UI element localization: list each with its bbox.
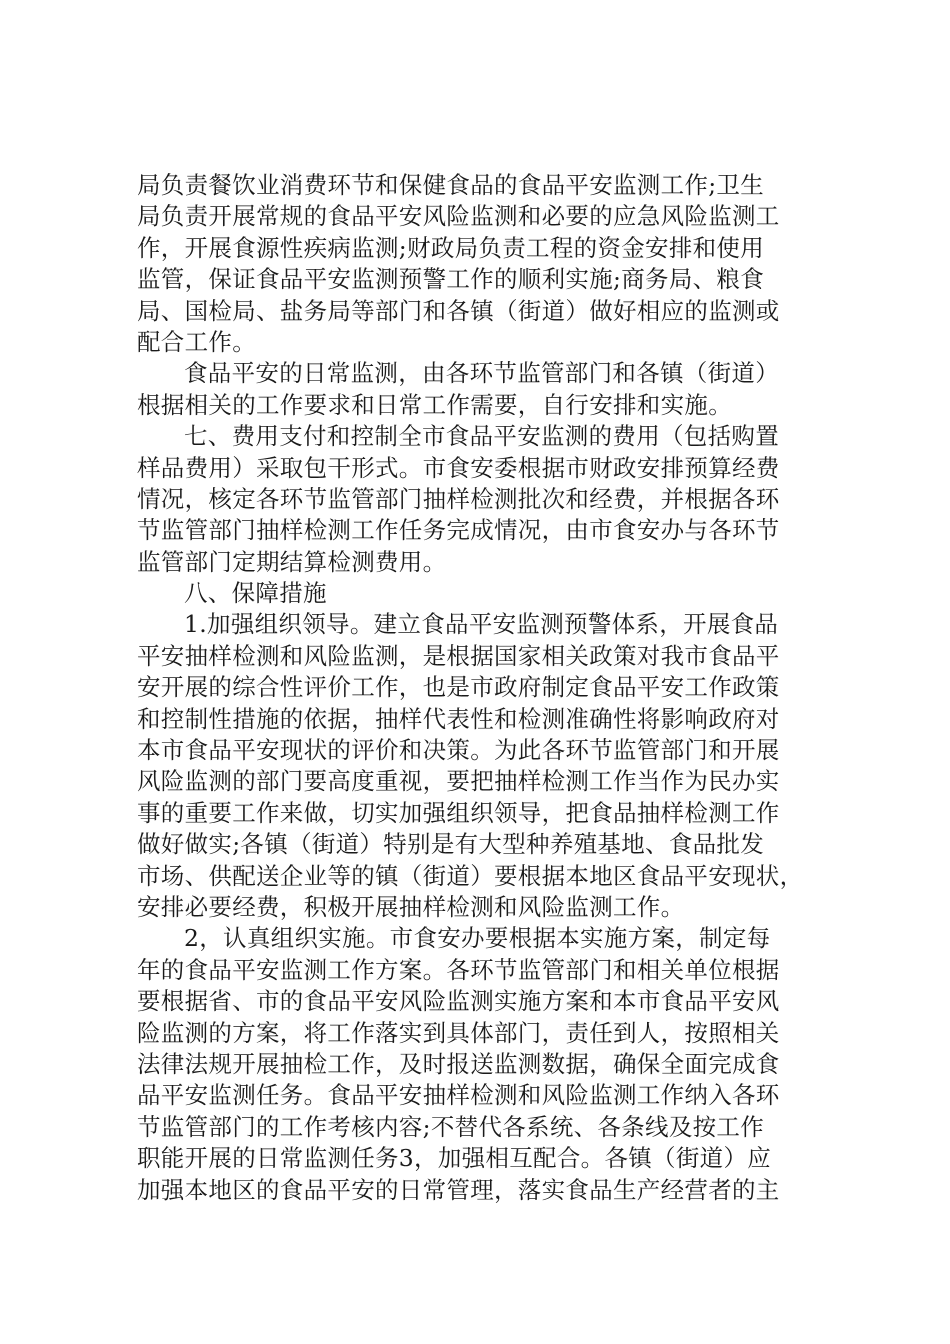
text-line: 职能开展的日常监测任务3，加强相互配合。各镇（街道）应: [137, 1144, 772, 1173]
text-line: 监管，保证食品平安监测预警工作的顺利实施;商务局、粮食: [137, 265, 765, 294]
text-line: 节监管部门的工作考核内容;不替代各系统、各条线及按工作: [137, 1112, 765, 1141]
text-line: 要根据省、市的食品平安风险监测实施方案和本市食品平安风: [137, 987, 780, 1016]
text-line: 品平安监测任务。食品平安抽样检测和风险监测工作纳入各环: [137, 1081, 780, 1110]
text-line: 根据相关的工作要求和日常工作需要，自行安排和实施。: [137, 390, 732, 419]
text-line: 节监管部门抽样检测工作任务完成情况，由市食安办与各环节: [137, 516, 780, 545]
text-line: 监管部门定期结算检测费用。: [137, 547, 447, 576]
text-line: 做好做实;各镇（街道）特别是有大型种养殖基地、食品批发: [137, 830, 765, 859]
document-body: [137, 170, 837, 1206]
text-line: 法律法规开展抽检工作，及时报送监测数据，确保全面完成食: [137, 1049, 780, 1078]
text-line: 平安抽样检测和风险监测，是根据国家相关政策对我市食品平: [137, 641, 780, 670]
text-line: 作，开展食源性疾病监测;财政局负责工程的资金安排和使用: [137, 233, 765, 262]
text-line: 局负责餐饮业消费环节和保健食品的食品平安监测工作;卫生: [137, 171, 765, 199]
text-line: 局、国检局、盐务局等部门和各镇（街道）做好相应的监测或: [137, 296, 780, 325]
text-line: 事的重要工作来做，切实加强组织领导，把食品抽样检测工作: [137, 798, 780, 827]
text-line: 1.加强组织领导。建立食品平安监测预警体系，开展食品: [184, 610, 779, 639]
text-line: 安开展的综合性评价工作，也是市政府制定食品平安工作政策: [137, 673, 780, 702]
text-line: 七、费用支付和控制全市食品平安监测的费用（包括购置: [184, 422, 779, 451]
text-line: 安排必要经费，积极开展抽样检测和风险监测工作。: [137, 892, 685, 921]
text-line: 局负责开展常规的食品平安风险监测和必要的应急风险监测工: [137, 202, 780, 231]
text-line: 八、保障措施: [184, 579, 327, 608]
text-line: 本市食品平安现状的评价和决策。为此各环节监管部门和开展: [137, 736, 780, 765]
text-line: 加强本地区的食品平安的日常管理，落实食品生产经营者的主: [137, 1175, 780, 1204]
text-line: 风险监测的部门要高度重视，要把抽样检测工作当作为民办实: [137, 767, 780, 796]
text-line: 食品平安的日常监测，由各环节监管部门和各镇（街道）: [184, 359, 779, 388]
text-line: 配合工作。: [137, 327, 256, 356]
text-line: 2，认真组织实施。市食安办要根据本实施方案，制定每: [184, 924, 771, 953]
text-line: 情况，核定各环节监管部门抽样检测批次和经费，并根据各环: [137, 484, 780, 513]
text-line: 样品费用）采取包干形式。市食安委根据市财政安排预算经费: [137, 453, 780, 482]
text-line: 险监测的方案，将工作落实到具体部门，责任到人，按照相关: [137, 1018, 780, 1047]
text-line: 年的食品平安监测工作方案。各环节监管部门和相关单位根据: [137, 955, 780, 984]
text-line: 市场、供配送企业等的镇（街道）要根据本地区食品平安现状，: [137, 861, 804, 890]
text-line: 和控制性措施的依据，抽样代表性和检测准确性将影响政府对: [137, 704, 780, 733]
